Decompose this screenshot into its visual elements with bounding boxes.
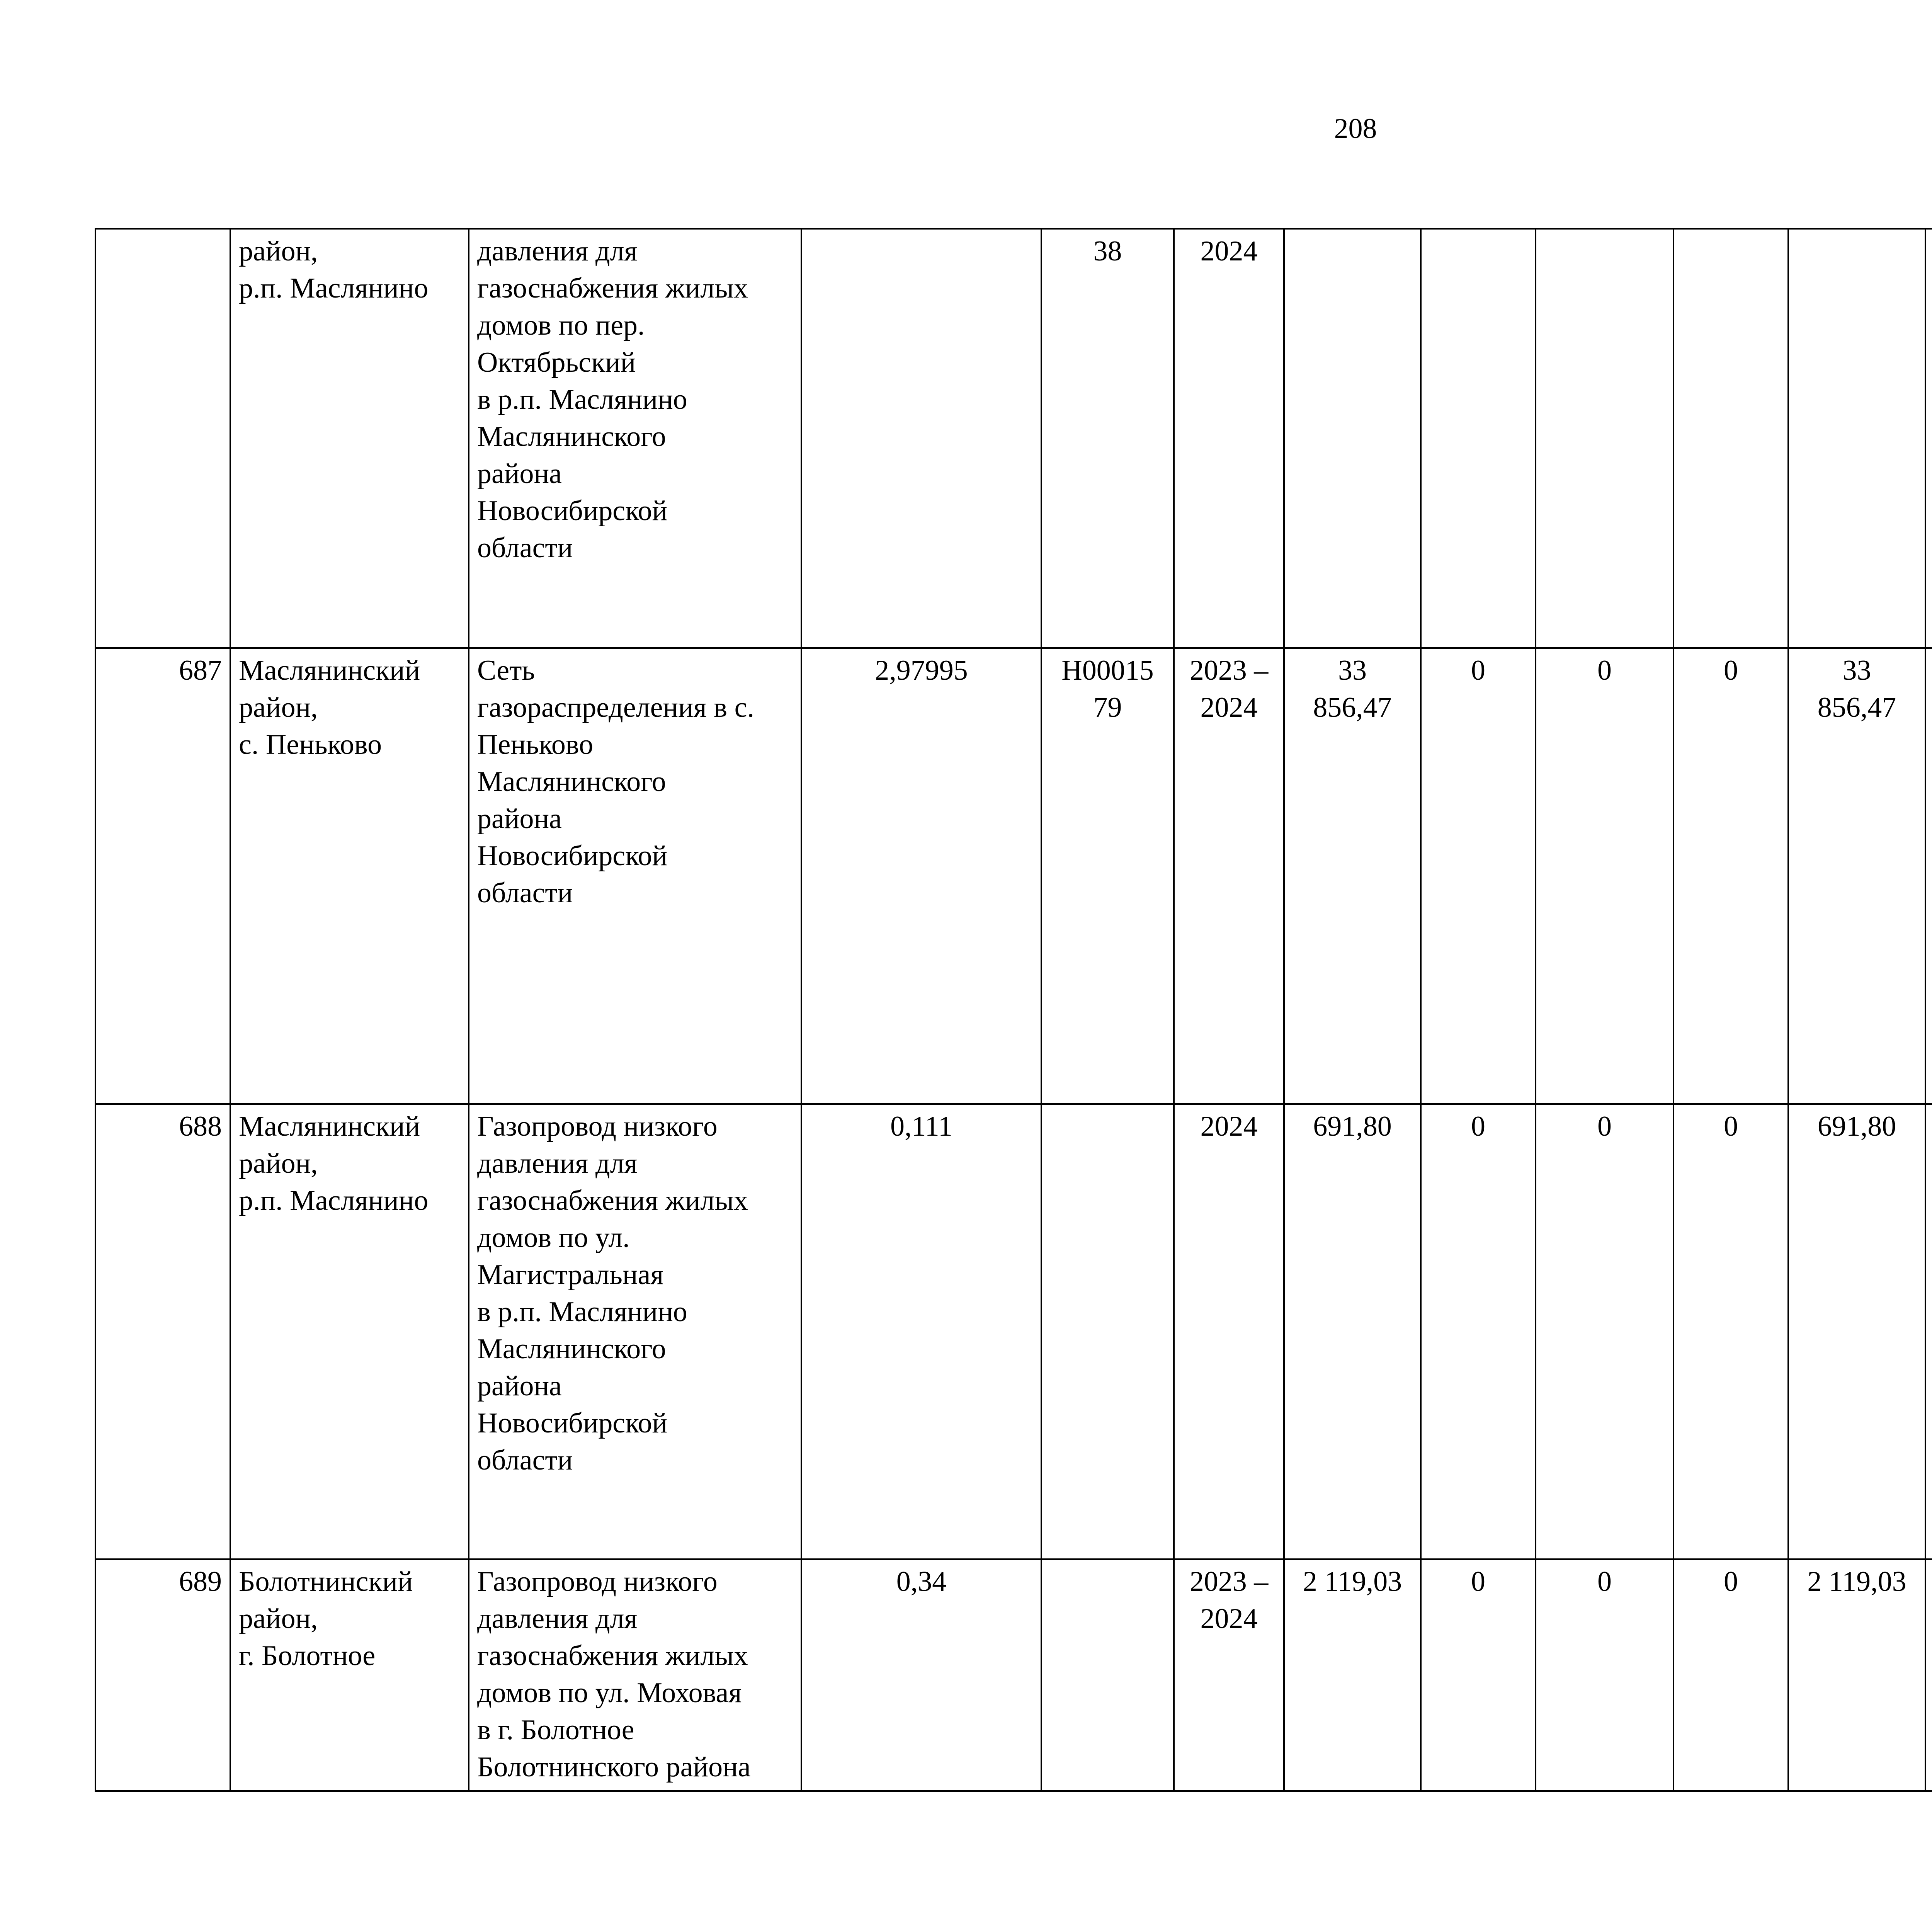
value-cell — [1421, 229, 1536, 648]
code-cell — [1041, 1559, 1174, 1791]
executor-cell — [1925, 229, 1932, 648]
value-cell: 0 — [1673, 1559, 1788, 1791]
value-cell — [1673, 229, 1788, 648]
location-cell: район, р.п. Маслянино — [230, 229, 469, 648]
funding-cell: 691,80 — [1788, 1104, 1925, 1559]
funding-cell: 2 119,03 — [1788, 1559, 1925, 1791]
location-cell: Маслянинский район, с. Пеньково — [230, 648, 469, 1104]
row-number — [95, 229, 230, 648]
table-row — [95, 229, 1932, 648]
page-number: 208 — [1334, 113, 1377, 145]
value-cell: 0 — [1421, 648, 1536, 1104]
gasification-table — [95, 228, 1932, 1792]
total-cost-cell: 691,80 — [1284, 1104, 1421, 1559]
executor-cell — [1925, 1104, 1932, 1559]
value-cell: 0 — [1536, 648, 1673, 1104]
table-row — [95, 648, 1932, 1104]
value-cell: 0 — [1421, 1559, 1536, 1791]
length-cell: 2,97995 — [801, 648, 1041, 1104]
total-cost-cell: 33 856,47 — [1284, 648, 1421, 1104]
row-number: 687 — [95, 648, 230, 1104]
length-cell: 0,34 — [801, 1559, 1041, 1791]
code-cell — [1041, 1104, 1174, 1559]
years-cell: 2023 – 2024 — [1174, 1559, 1284, 1791]
location-cell: Болотнинский район, г. Болотное — [230, 1559, 469, 1791]
funding-cell — [1788, 229, 1925, 648]
table-row — [95, 1104, 1932, 1559]
object-cell: давления для газоснабжения жилых домов по пер. Октябрьский в р.п. Маслянино Маслянинского района Новосибирской области — [469, 229, 801, 648]
total-cost-cell: 2 119,03 — [1284, 1559, 1421, 1791]
object-cell: Газопровод низкого давления для газоснабжения жилых домов по ул. Магистральная в р.п. Маслянино Маслянинского района Новосибирской области — [469, 1104, 801, 1559]
length-cell: 0,111 — [801, 1104, 1041, 1559]
code-cell: Н00015 79 — [1041, 648, 1174, 1104]
funding-cell: 33 856,47 — [1788, 648, 1925, 1104]
object-cell: Газопровод низкого давления для газоснабжения жилых домов по ул. Моховая в г. Болотное Болотнинского района — [469, 1559, 801, 1791]
value-cell: 0 — [1421, 1104, 1536, 1559]
executor-cell — [1925, 648, 1932, 1104]
value-cell: 0 — [1673, 1104, 1788, 1559]
code-cell: 38 — [1041, 229, 1174, 648]
value-cell: 0 — [1536, 1104, 1673, 1559]
value-cell: 0 — [1536, 1559, 1673, 1791]
value-cell: 0 — [1673, 648, 1788, 1104]
executor-cell — [1925, 1559, 1932, 1791]
object-cell: Сеть газораспределения в с. Пеньково Маслянинского района Новосибирской области — [469, 648, 801, 1104]
years-cell: 2024 — [1174, 229, 1284, 648]
years-cell: 2023 – 2024 — [1174, 648, 1284, 1104]
length-cell — [801, 229, 1041, 648]
value-cell — [1536, 229, 1673, 648]
location-cell: Маслянинский район, р.п. Маслянино — [230, 1104, 469, 1559]
total-cost-cell — [1284, 229, 1421, 648]
years-cell: 2024 — [1174, 1104, 1284, 1559]
row-number: 689 — [95, 1559, 230, 1791]
table-row — [95, 1559, 1932, 1791]
row-number: 688 — [95, 1104, 230, 1559]
